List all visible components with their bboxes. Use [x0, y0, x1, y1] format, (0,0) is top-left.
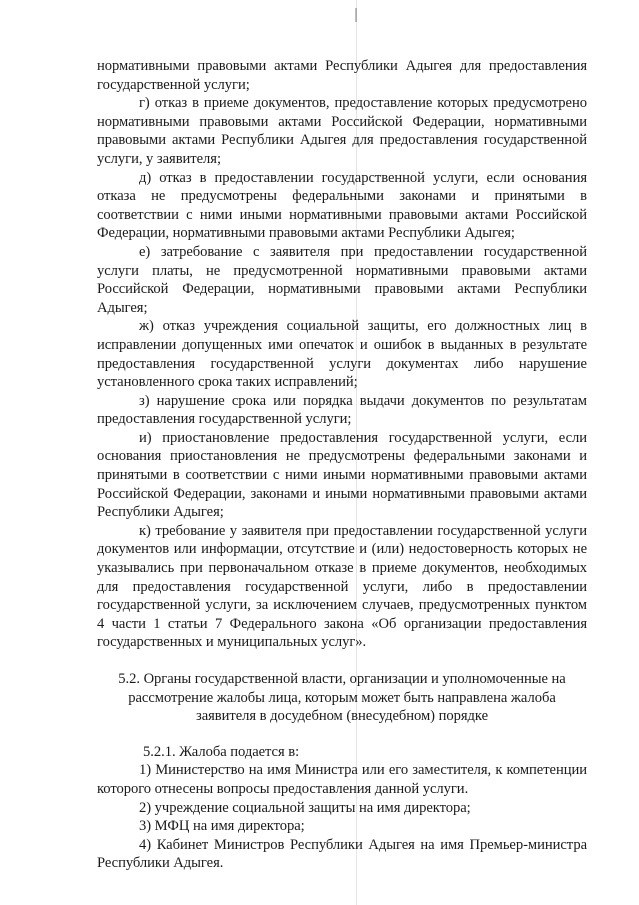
list-item-d: д) отказ в предоставлении государственной услуги, если основания отказа не предусмотрены федеральными законами и принятыми в соответствии с ними иными нормативными правовыми актами Российской Федерации, нормативными правовыми актами Республики Адыгея;: [97, 169, 587, 242]
section-heading: [97, 670, 587, 726]
scan-mark: [355, 8, 357, 22]
list-item-zh: ж) отказ учреждения социальной защиты, его должностных лиц в исправлении допущенных ими опечаток и ошибок в выданных в результате предоставления государственной услуги документах либо нарушение установленного срока таких исправлений;: [97, 318, 587, 391]
section-heading-line: заявителя в досудебном (внесудебном) порядке: [196, 708, 488, 725]
paragraph-continuation: нормативными правовыми актами Республики Адыгея для предоставления государственной услуги;: [97, 58, 587, 93]
complaint-recipient-item: 2) учреждение социальной защиты на имя директора;: [139, 799, 471, 816]
document-body: [97, 57, 587, 873]
list-item-i: и) приостановление предоставления государственной услуги, если основания приостановления не предусмотрены федеральными законами и принятыми в соответствии с ними иными нормативными правовыми актами Российской Федерации, законами и иными нормативными правовыми актами Республики Адыгея;: [97, 429, 587, 521]
complaint-recipient-item: 3) МФЦ на имя директора;: [139, 818, 305, 835]
list-item-z: з) нарушение срока или порядка выдачи документов по результатам предоставления государственной услуги;: [97, 392, 587, 428]
list-item-k: к) требование у заявителя при предоставлении государственной услуги документов или информации, отсутствие и (или) недостоверность которых не указывались при первоначальном отказе в приеме документов, необходимых для предоставления государственной услуги, либо в предоставлении государственной услуги, за исключением случаев, предусмотренных пунктом 4 части 1 статьи 7 Федерального закона «Об организации предоставления государственных и муниципальных услуг».: [97, 522, 587, 651]
section-heading-line: рассмотрение жалобы лица, которым может быть направлена жалоба: [128, 689, 556, 706]
complaint-recipient-item: 4) Кабинет Министров Республики Адыгея на имя Премьер-министра Республики Адыгея.: [97, 836, 587, 872]
list-item-e: е) затребование с заявителя при предоставлении государственной услуги платы, не предусмотренной нормативными правовыми актами Российской Федерации, нормативными правовыми актами Республики Адыгея;: [97, 243, 587, 316]
complaint-recipient-item: 1) Министерство на имя Министра или его заместителя, к компетенции которого отнесены вопросы предоставления данной услуги.: [97, 762, 587, 797]
section-intro: 5.2.1. Жалоба подается в:: [143, 743, 300, 760]
list-item-g: г) отказ в приеме документов, предоставление которых предусмотрено нормативными правовыми актами Российской Федерации, нормативными правовыми актами Республики Адыгея для предоставления государственной услуги, у заявителя;: [97, 95, 587, 167]
section-heading-line: 5.2. Органы государственной власти, организации и уполномоченные на: [118, 671, 566, 687]
